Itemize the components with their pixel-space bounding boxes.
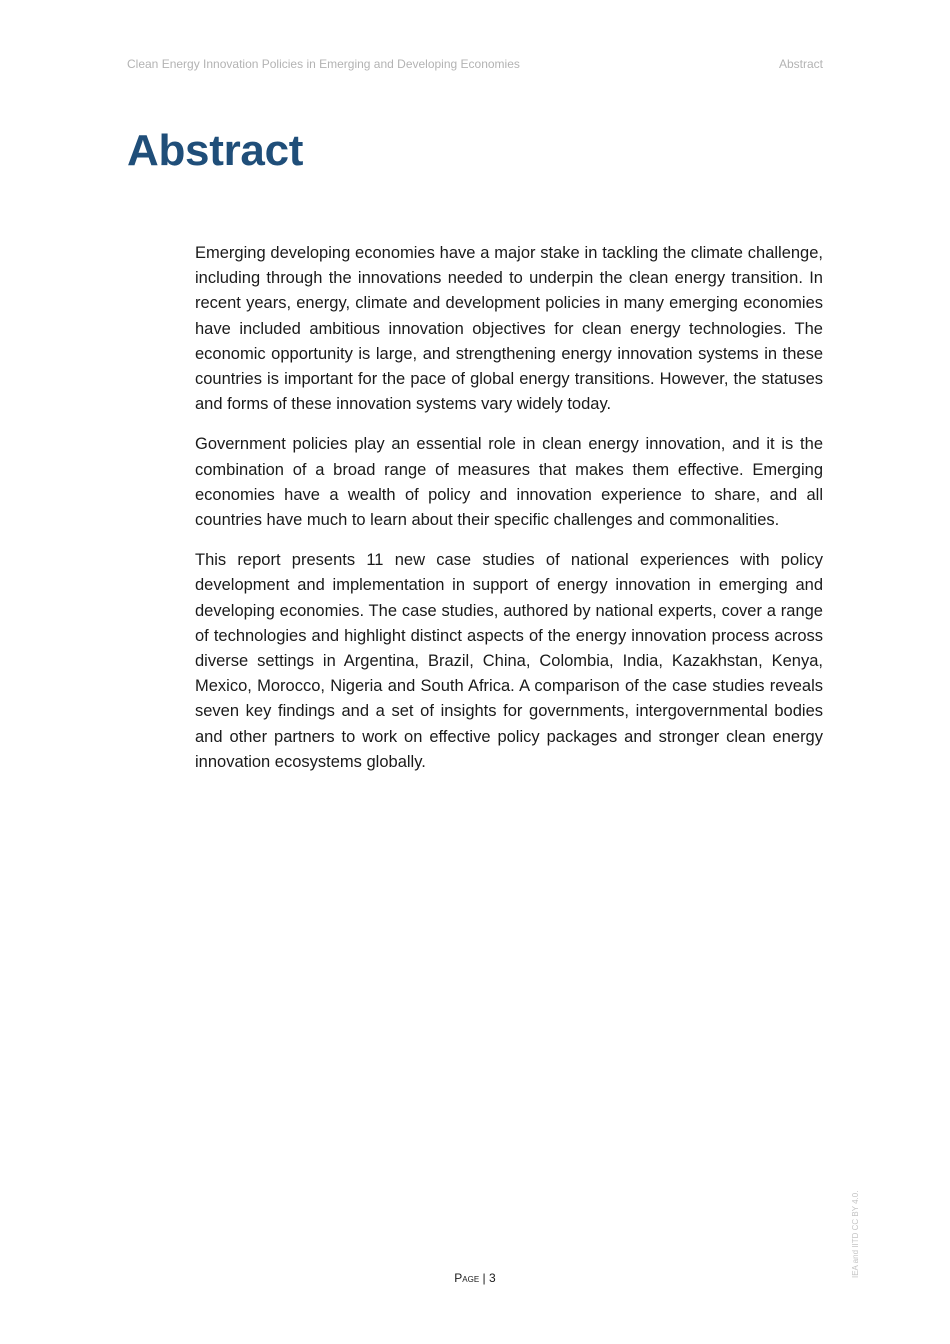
abstract-body xyxy=(195,241,823,790)
page-footer xyxy=(0,1271,950,1285)
page-number: 3 xyxy=(489,1271,496,1285)
abstract-paragraph-2: Government policies play an essential role in clean energy innovation, and it is the combination of a broad range of measures that makes them effective. Emerging economies have a wealth of policy and innovation experience to share, and all countries have much to learn about their specific challenges and commonalities. xyxy=(195,435,823,530)
running-header-section: Abstract xyxy=(778,57,823,71)
page-title: Abstract xyxy=(127,126,304,175)
page-separator: | xyxy=(482,1271,486,1285)
license-note: IEA and IITD CC BY 4.0. xyxy=(851,1190,860,1278)
page-label: Page xyxy=(454,1271,480,1285)
abstract-paragraph-1: Emerging developing economies have a major stake in tackling the climate challenge, including through the innovations needed to underpin the clean energy transition. In recent years, energy, climate and development policies in many emerging economies have included ambitious innovation objectives for clean energy technologies. The economic opportunity is large, and strengthening energy innovation systems in these countries is important for the pace of global energy transitions. However, the statuses and forms of these innovation systems vary widely today. xyxy=(195,244,823,414)
running-header-report-title: Clean Energy Innovation Policies in Emerging and Developing Economies xyxy=(127,57,520,71)
abstract-paragraph-3: This report presents 11 new case studies of national experiences with policy development and implementation in support of energy innovation in emerging and developing economies. The case studies, authored by national experts, cover a range of technologies and highlight distinct aspects of the energy innovation process across diverse settings in Argentina, Brazil, China, Colombia, India, Kazakhstan, Kenya, Mexico, Morocco, Nigeria and South Africa. A comparison of the case studies reveals seven key findings and a set of insights for governments, intergovernmental bodies and other partners to work on effective policy packages and stronger clean energy innovation ecosystems globally. xyxy=(195,551,823,771)
